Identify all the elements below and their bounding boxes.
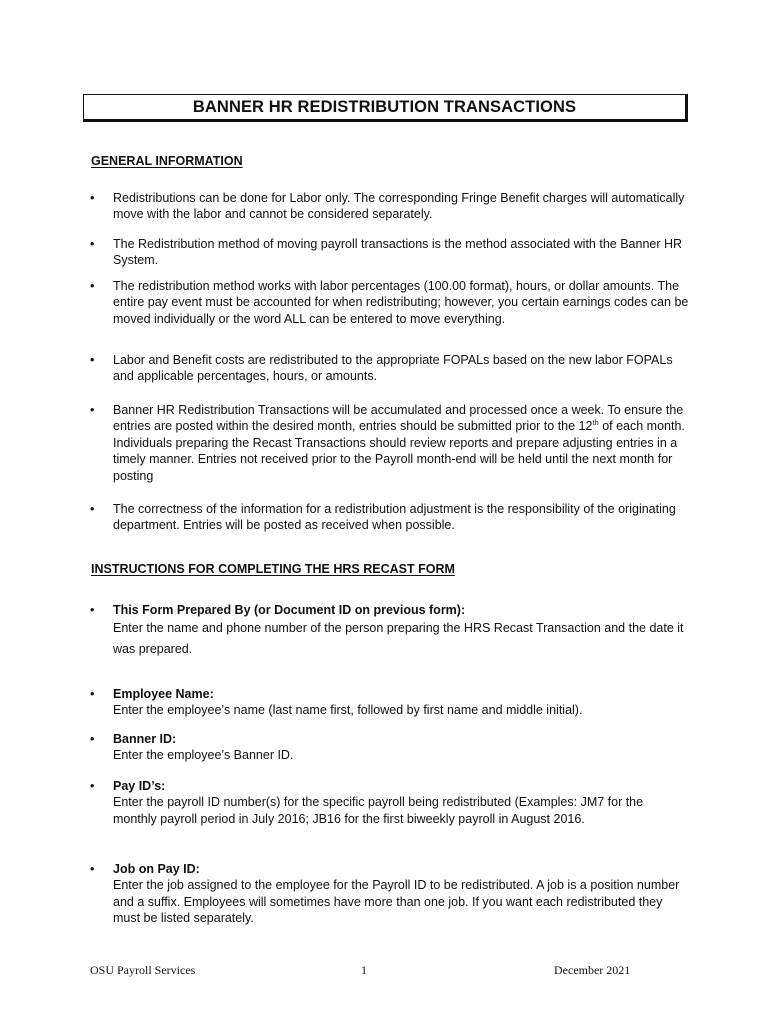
general-bullet-text: Labor and Benefit costs are redistributed to the appropriate FOPALs based on the new labor FOPALs and applicable percentages, hours, or amounts. bbox=[113, 353, 673, 384]
general-bullet-text bbox=[113, 402, 690, 484]
title-box bbox=[83, 94, 688, 122]
bullet-dot: • bbox=[90, 502, 95, 516]
general-bullet bbox=[90, 278, 690, 327]
instruction-text: Enter the job assigned to the employee for the Payroll ID to be redistributed. A job is a position number and a suffix. Employees will sometimes have more than one job. If you want each redistributed they must be listed separately. bbox=[113, 878, 680, 926]
instruction-item bbox=[90, 731, 690, 764]
general-bullet bbox=[90, 236, 690, 269]
general-bullet-text: The Redistribution method of moving payroll transactions is the method associated with the Banner HR System. bbox=[113, 237, 683, 268]
instruction-body bbox=[113, 731, 690, 764]
bullet-dot: • bbox=[90, 862, 95, 876]
bullet-dot: • bbox=[90, 603, 95, 617]
general-bullet-text: The redistribution method works with labor percentages (100.00 format), hours, or dollar amounts. The entire pay event must be accounted for when redistributing; however, you certain earnings codes can be moved individually or the word ALL can be entered to move everything. bbox=[113, 279, 689, 326]
bullet-dot: • bbox=[90, 687, 95, 701]
instruction-label: Job on Pay ID: bbox=[113, 862, 200, 876]
general-information-heading: GENERAL INFORMATION bbox=[91, 154, 243, 168]
instruction-text: Enter the employee’s name (last name first, followed by first name and middle initial). bbox=[113, 703, 583, 718]
general-bullet bbox=[90, 501, 690, 534]
general-bullet-text: Redistributions can be done for Labor only. The corresponding Fringe Benefit charges will automatically move with the labor and cannot be considered separately. bbox=[113, 191, 685, 222]
general-bullet-text-part: of each month. Individuals preparing the Recast Transactions should review reports and prepare adjusting entries in a timely manner. Entries not received prior to the Payroll month-end will be held until the next month for posting bbox=[113, 419, 685, 483]
bullet-dot: • bbox=[90, 191, 95, 205]
general-bullet bbox=[90, 352, 690, 385]
instruction-body bbox=[113, 778, 690, 827]
instruction-item bbox=[90, 861, 690, 927]
instruction-label: Employee Name: bbox=[113, 687, 214, 701]
general-bullet-text-part: Banner HR Redistribution Transactions will be accumulated and processed once a week. To ensure the entries are posted within the desired month, entries should be submitted prior to the 12 bbox=[113, 403, 684, 434]
general-bullet-text: The correctness of the information for a redistribution adjustment is the responsibility of the originating department. Entries will be posted as received when possible. bbox=[113, 502, 676, 533]
instruction-label: Pay ID’s: bbox=[113, 779, 166, 793]
bullet-dot: • bbox=[90, 353, 95, 367]
general-bullet bbox=[90, 402, 690, 484]
instruction-item bbox=[90, 778, 690, 827]
instruction-text: Enter the name and phone number of the person preparing the HRS Recast Transaction and the date it was prepared. bbox=[113, 621, 684, 656]
ordinal-suffix: th bbox=[592, 418, 599, 428]
instructions-heading: INSTRUCTIONS FOR COMPLETING THE HRS RECAST FORM bbox=[91, 562, 455, 576]
footer-date: December 2021 bbox=[554, 963, 631, 977]
document-title: BANNER HR REDISTRIBUTION TRANSACTIONS bbox=[192, 97, 577, 116]
bullet-dot: • bbox=[90, 779, 95, 793]
bullet-dot: • bbox=[90, 279, 95, 293]
instruction-label: Banner ID: bbox=[113, 732, 177, 746]
instruction-text: Enter the employee’s Banner ID. bbox=[113, 748, 294, 763]
general-bullet bbox=[90, 190, 690, 223]
instruction-body bbox=[113, 686, 690, 719]
instruction-item bbox=[90, 686, 690, 719]
footer-department: OSU Payroll Services bbox=[90, 963, 196, 977]
instruction-body bbox=[113, 861, 690, 927]
instruction-label: This Form Prepared By (or Document ID on previous form): bbox=[113, 603, 466, 617]
bullet-dot: • bbox=[90, 237, 95, 251]
footer-page-number: 1 bbox=[361, 963, 367, 977]
instruction-item bbox=[90, 602, 690, 659]
bullet-dot: • bbox=[90, 403, 95, 417]
instruction-body bbox=[113, 602, 690, 659]
instruction-text: Enter the payroll ID number(s) for the specific payroll being redistributed (Examples: JM7 for the monthly payroll period in July 2016; JB16 for the first biweekly payroll in August 2016. bbox=[113, 795, 644, 826]
bullet-dot: • bbox=[90, 732, 95, 746]
